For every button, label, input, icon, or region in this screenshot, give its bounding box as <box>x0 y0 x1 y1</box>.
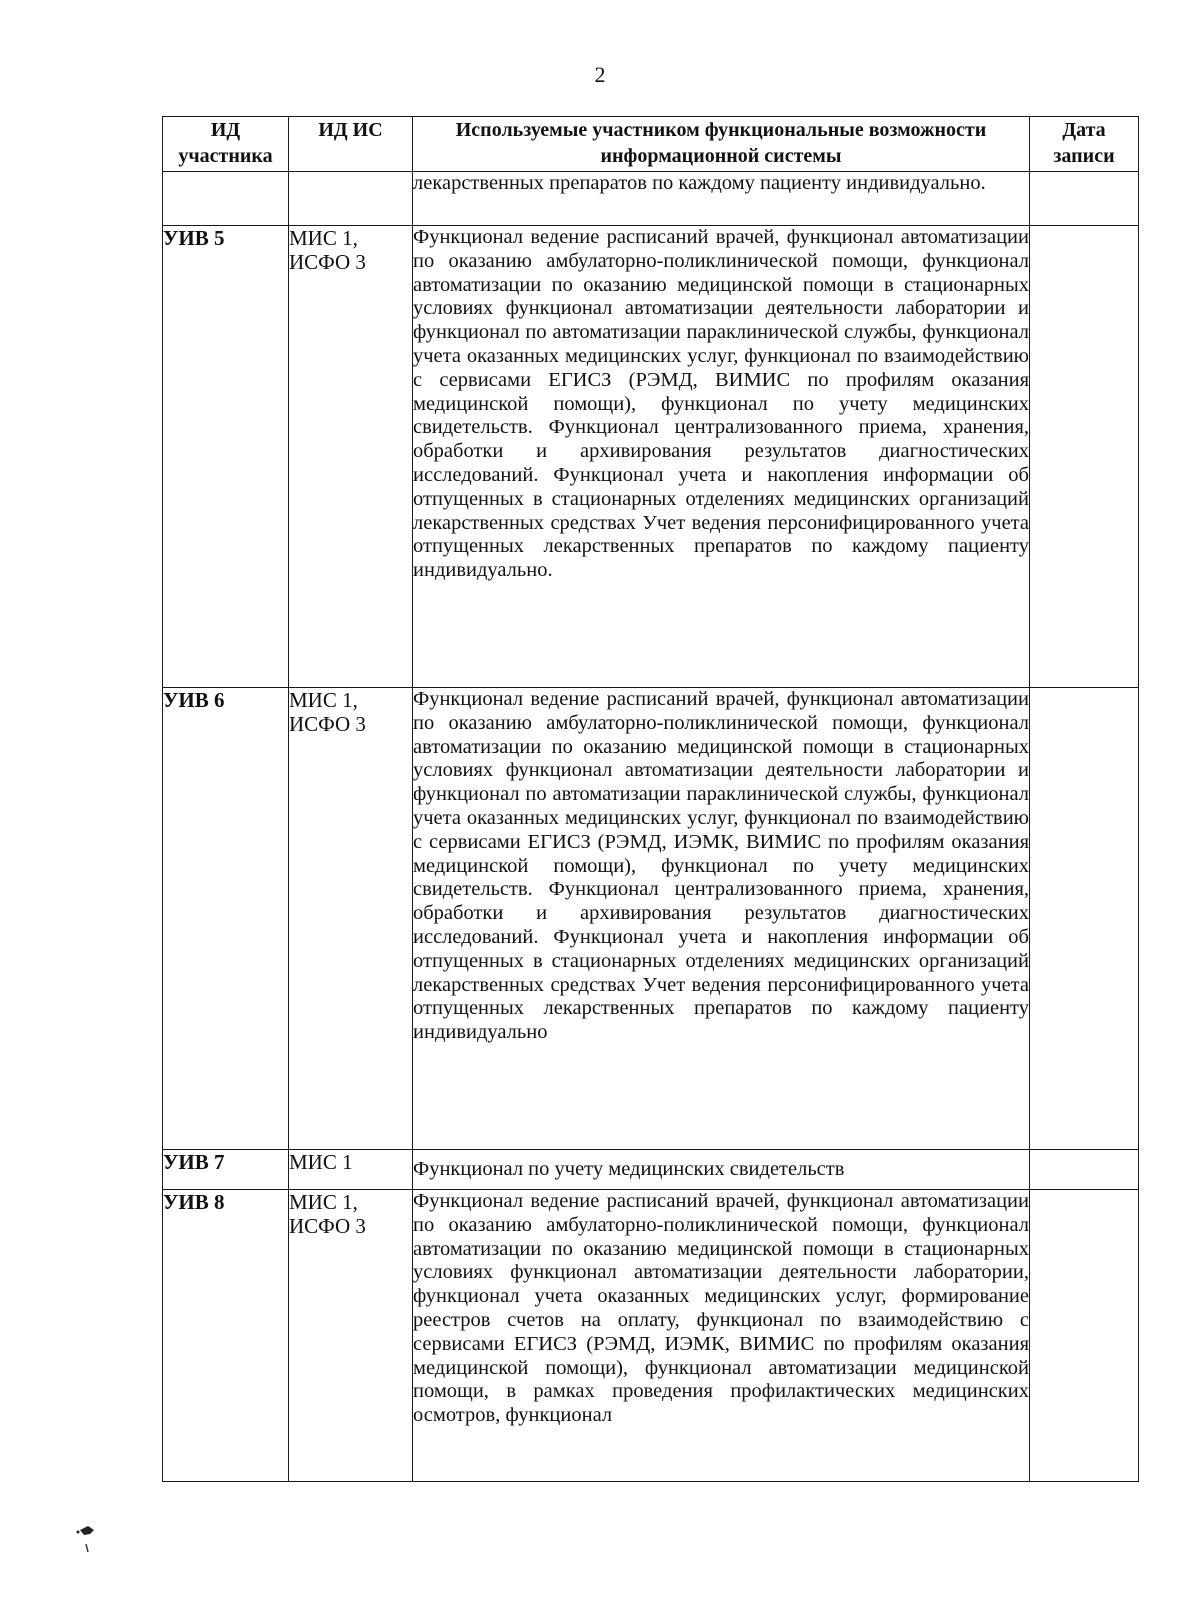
functions-cell: Функционал ведение расписаний врачей, функционал автоматизации по оказанию амбулаторно-поликлинической помощи, функционал автоматизации по оказанию медицинской помощи в стационарных условиях функционал автоматизации деятельности лаборатории и функционал по автоматизации параклинической службы, функционал учета оказанных медицинских услуг, функционал по взаимодействию с сервисами ЕГИСЗ (РЭМД, ВИМИС по профилям оказания медицинской помощи), функционал по учету медицинских свидетельств. Функционал централизованного приема, хранения, обработки и архивирования результатов диагностических исследований. Функционал учета и накопления информации об отпущенных в стационарных отделениях медицинских организаций лекарственных средствах Учет ведения персонифицированного учета отпущенных лекарственных препаратов по каждому пациенту индивидуально. <box>413 226 1030 688</box>
record-date-cell <box>1030 172 1139 226</box>
functions-cell: Функционал по учету медицинских свидетельств <box>413 1150 1030 1190</box>
record-date-cell <box>1030 1150 1139 1190</box>
scan-speck-mark <box>76 1522 106 1556</box>
record-date-cell <box>1030 1190 1139 1482</box>
registry-table <box>162 116 1139 1482</box>
functions-cell: Функционал ведение расписаний врачей, функционал автоматизации по оказанию амбулаторно-поликлинической помощи, функционал автоматизации по оказанию медицинской помощи в стационарных условиях функционал автоматизации деятельности лаборатории, функционал учета оказанных медицинских услуг, формирование реестров счетов на оплату, функционал по взаимодействию с сервисами ЕГИСЗ (РЭМД, ИЭМК, ВИМИС по профилям оказания медицинской помощи), функционал автоматизации медицинской помощи, в рамках проведения профилактических медицинских осмотров, функционал <box>413 1190 1030 1482</box>
header-record-date: Дата записи <box>1030 117 1139 172</box>
is-id-cell: МИС 1 <box>289 1150 413 1190</box>
participant-id-cell: УИВ 6 <box>163 688 289 1150</box>
is-id-cell <box>289 172 413 226</box>
table-row <box>163 226 1139 688</box>
table-row <box>163 1150 1139 1190</box>
is-id-cell: МИС 1, ИСФО 3 <box>289 688 413 1150</box>
participant-id-cell: УИВ 7 <box>163 1150 289 1190</box>
header-participant-id: ИД участника <box>163 117 289 172</box>
record-date-cell <box>1030 688 1139 1150</box>
header-is-id: ИД ИС <box>289 117 413 172</box>
table-row <box>163 688 1139 1150</box>
record-date-cell <box>1030 226 1139 688</box>
functions-cell: Функционал ведение расписаний врачей, функционал автоматизации по оказанию амбулаторно-поликлинической помощи, функционал автоматизации по оказанию медицинской помощи в стационарных условиях функционал автоматизации деятельности лаборатории и функционал по автоматизации параклинической службы, функционал учета оказанных медицинских услуг, функционал по взаимодействию с сервисами ЕГИСЗ (РЭМД, ИЭМК, ВИМИС по профилям оказания медицинской помощи), функционал по учету медицинских свидетельств. Функционал централизованного приема, хранения, обработки и архивирования результатов диагностических исследований. Функционал учета и накопления информации об отпущенных в стационарных отделениях медицинских организаций лекарственных средствах Учет ведения персонифицированного учета отпущенных лекарственных препаратов по каждому пациенту индивидуально <box>413 688 1030 1150</box>
is-id-cell: МИС 1, ИСФО 3 <box>289 1190 413 1482</box>
participant-id-cell: УИВ 5 <box>163 226 289 688</box>
functions-cell: лекарственных препаратов по каждому пациенту индивидуально. <box>413 172 1030 226</box>
header-functions: Используемые участником функциональные возможности информационной системы <box>413 117 1030 172</box>
page-number: 2 <box>594 62 606 87</box>
table-row <box>163 1190 1139 1482</box>
participant-id-cell: УИВ 8 <box>163 1190 289 1482</box>
table-row <box>163 172 1139 226</box>
is-id-cell: МИС 1, ИСФО 3 <box>289 226 413 688</box>
table-header-row <box>163 117 1139 172</box>
participant-id-cell <box>163 172 289 226</box>
